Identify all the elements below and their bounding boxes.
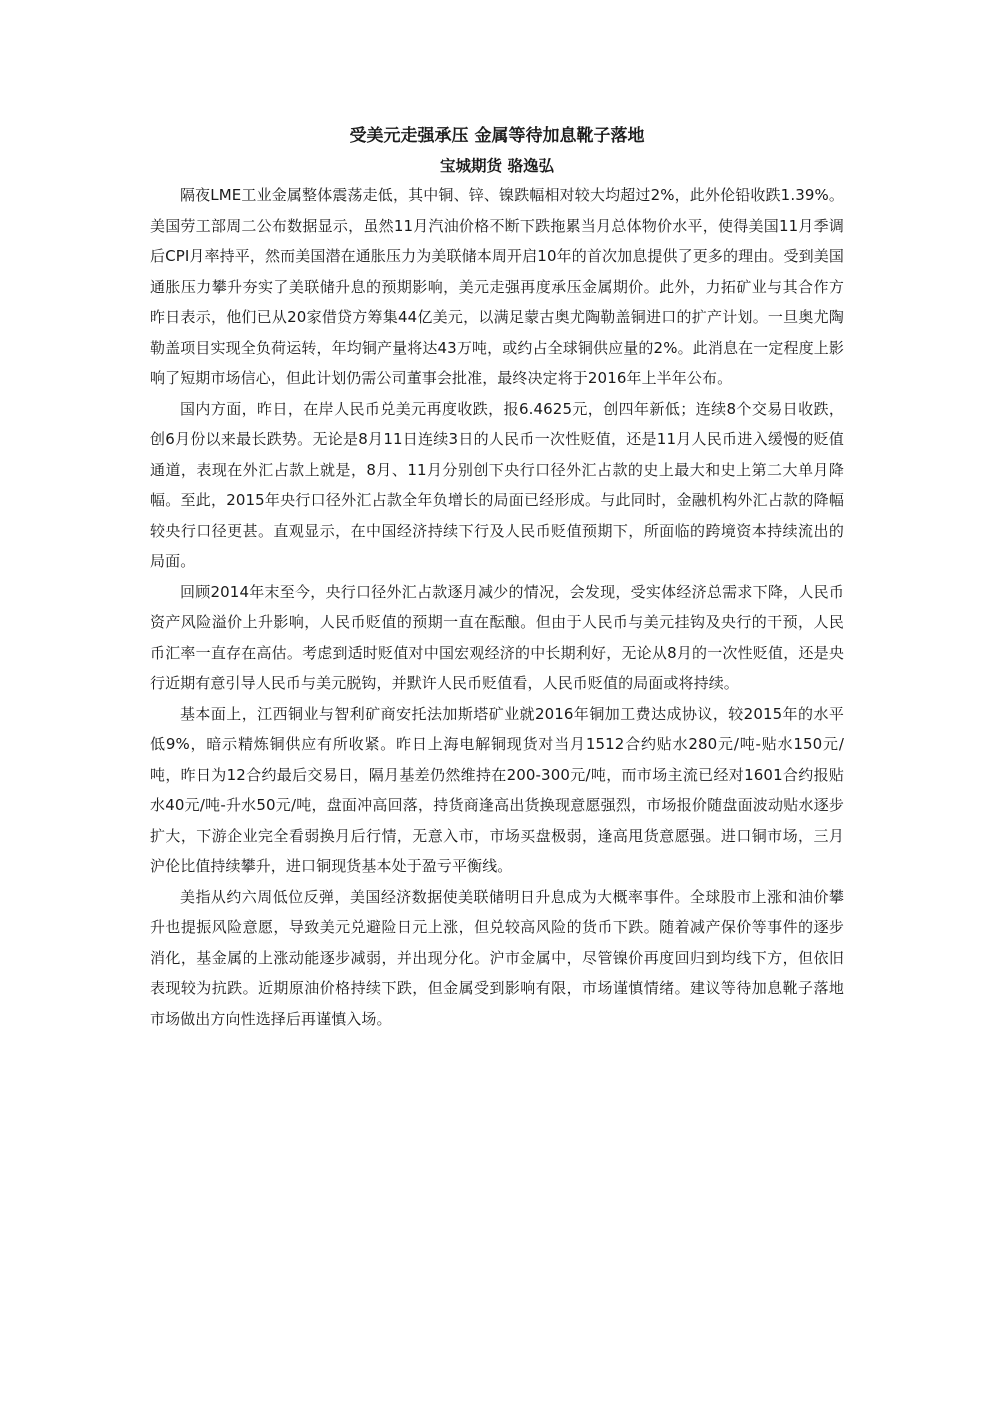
document-title: 受美元走强承压 金属等待加息靴子落地 [349,126,645,146]
paragraph-1: 隔夜LME工业金属整体震荡走低，其中铜、锌、镍跌幅相对较大均超过2%，此外伦铅收跌1.39%。美国劳工部周二公布数据显示，虽然11月汽油价格不断下跌拖累当月总体物价水平，使得美国11月季调后CPI月率持平，然而美国潜在通胀压力为美联储本周开启10年的首次加息提供了更多的理由。受到美国通胀压力攀升夯实了美联储升息的预期影响，美元走强再度承压金属期价。此外，力拓矿业与其合作方昨日表示，他们已从20家借贷方筹集44亿美元，以满足蒙古奥尤陶勒盖铜进口的扩产计划。一旦奥尤陶勒盖项目实现全负荷运转，年均铜产量将达43万吨，或约占全球铜供应量的2%。此消息在一定程度上影响了短期市场信心，但此计划仍需公司董事会批准，最终决定将于2016年上半年公布。 [150,186,844,387]
paragraph-5: 美指从约六周低位反弹，美国经济数据使美联储明日升息成为大概率事件。全球股市上涨和油价攀升也提振风险意愿，导致美元兑避险日元上涨，但兑较高风险的货币下跌。随着减产保价等事件的逐步消化，基金属的上涨动能逐步减弱，并出现分化。沪市金属中，尽管镍价再度回归到均线下方，但依旧表现较为抗跌。近期原油价格持续下跌，但金属受到影响有限，市场谨慎情绪。建议等待加息靴子落地市场做出方向性选择后再谨慎入场。 [150,887,844,1028]
paragraph-3: 回顾2014年末至今，央行口径外汇占款逐月减少的情况，会发现，受实体经济总需求下降，人民币资产风险溢价上升影响，人民币贬值的预期一直在酝酿。但由于人民币与美元挂钩及央行的干预，人民币汇率一直存在高估。考虑到适时贬值对中国宏观经济的中长期利好，无论从8月的一次性贬值，还是央行近期有意引导人民币与美元脱钩，并默许人民币贬值看，人民币贬值的局面或将持续。 [150,582,844,692]
document-page [150,122,844,1034]
document-author: 宝城期货 骆逸弘 [440,157,554,175]
paragraph-4: 基本面上，江西铜业与智利矿商安托法加斯塔矿业就2016年铜加工费达成协议，较2015年的水平低9%，暗示精炼铜供应有所收紧。昨日上海电解铜现货对当月1512合约贴水280元/吨-贴水150元/吨，昨日为12合约最后交易日，隔月基差仍然维持在200-300元/吨，而市场主流已经对1601合约报贴水40元/吨-升水50元/吨，盘面冲高回落，持货商逢高出货换现意愿强烈，市场报价随盘面波动贴水逐步扩大，下游企业完全看弱换月后行情，无意入市，市场买盘极弱，逢高甩货意愿强。进口铜市场，三月沪伦比值持续攀升，进口铜现货基本处于盈亏平衡线。 [150,704,844,875]
paragraph-2: 国内方面，昨日，在岸人民币兑美元再度收跌，报6.4625元，创四年新低；连续8个交易日收跌，创6月份以来最长跌势。无论是8月11日连续3日的人民币一次性贬值，还是11月人民币进入缓慢的贬值通道，表现在外汇占款上就是，8月、11月分别创下央行口径外汇占款的史上最大和史上第二大单月降幅。至此，2015年央行口径外汇占款全年负增长的局面已经形成。与此同时，金融机构外汇占款的降幅较央行口径更甚。直观显示，在中国经济持续下行及人民币贬值预期下，所面临的跨境资本持续流出的局面。 [150,399,844,570]
